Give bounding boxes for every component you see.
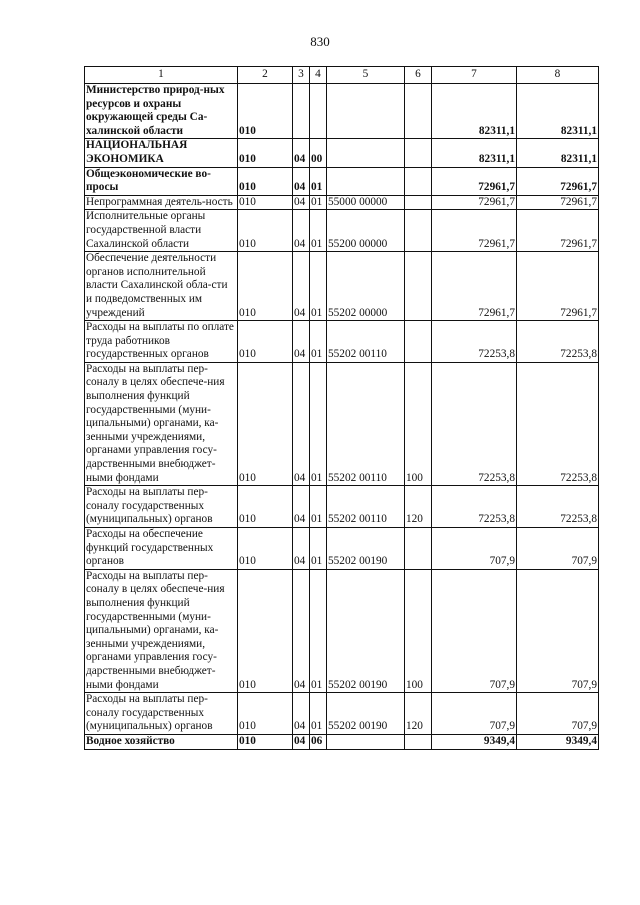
section-code-cell: 04 [293, 195, 310, 210]
amount-cell: 72253,8 [432, 362, 517, 485]
row-name-cell: Расходы на выплаты пер-соналу государственных (муниципальных) органов [85, 486, 238, 528]
column-header: 2 [238, 67, 293, 84]
table-row [85, 486, 599, 528]
row-name-cell: Общеэкономические во-просы [85, 167, 238, 195]
table-row [85, 139, 599, 167]
subsection-code-cell: 01 [310, 321, 327, 363]
section-code-cell: 04 [293, 362, 310, 485]
target-article-cell: 55202 00190 [327, 693, 405, 735]
amount-cell: 72961,7 [517, 210, 599, 252]
section-code-cell: 04 [293, 734, 310, 749]
section-code-cell: 04 [293, 252, 310, 321]
subsection-code-cell: 06 [310, 734, 327, 749]
row-name-cell: Расходы на обеспечение функций государственных органов [85, 528, 238, 570]
column-header: 8 [517, 67, 599, 84]
amount-cell: 72961,7 [517, 195, 599, 210]
amount-cell: 707,9 [517, 693, 599, 735]
subsection-code-cell: 01 [310, 195, 327, 210]
table-row [85, 528, 599, 570]
subsection-code-cell: 01 [310, 362, 327, 485]
target-article-cell: 55202 00190 [327, 528, 405, 570]
section-code-cell: 04 [293, 528, 310, 570]
expense-type-cell [405, 210, 432, 252]
amount-cell: 82311,1 [432, 139, 517, 167]
amount-cell: 72253,8 [517, 486, 599, 528]
table-body [85, 84, 599, 750]
subsection-code-cell: 01 [310, 693, 327, 735]
expense-type-cell: 100 [405, 362, 432, 485]
admin-code-cell: 010 [238, 528, 293, 570]
section-code-cell [293, 84, 310, 139]
section-code-cell: 04 [293, 167, 310, 195]
target-article-cell: 55000 00000 [327, 195, 405, 210]
amount-cell: 72253,8 [432, 486, 517, 528]
target-article-cell [327, 139, 405, 167]
admin-code-cell: 010 [238, 167, 293, 195]
section-code-cell: 04 [293, 693, 310, 735]
expense-type-cell [405, 321, 432, 363]
admin-code-cell: 010 [238, 486, 293, 528]
amount-cell: 82311,1 [432, 84, 517, 139]
table-row [85, 569, 599, 692]
amount-cell: 72961,7 [432, 167, 517, 195]
target-article-cell [327, 734, 405, 749]
subsection-code-cell: 01 [310, 252, 327, 321]
amount-cell: 72253,8 [517, 362, 599, 485]
column-header: 5 [327, 67, 405, 84]
expense-type-cell: 120 [405, 693, 432, 735]
target-article-cell: 55202 00110 [327, 362, 405, 485]
row-name-cell: Расходы на выплаты по оплате труда работников государственных органов [85, 321, 238, 363]
expense-type-cell [405, 734, 432, 749]
subsection-code-cell: 01 [310, 167, 327, 195]
column-header: 6 [405, 67, 432, 84]
target-article-cell: 55200 00000 [327, 210, 405, 252]
expense-type-cell: 120 [405, 486, 432, 528]
amount-cell: 72961,7 [432, 252, 517, 321]
table-row [85, 693, 599, 735]
target-article-cell: 55202 00110 [327, 486, 405, 528]
expense-type-cell [405, 139, 432, 167]
row-name-cell: НАЦИОНАЛЬНАЯ ЭКОНОМИКА [85, 139, 238, 167]
expense-type-cell [405, 252, 432, 321]
amount-cell: 82311,1 [517, 84, 599, 139]
section-code-cell: 04 [293, 210, 310, 252]
expense-type-cell [405, 528, 432, 570]
table-row [85, 167, 599, 195]
expense-type-cell [405, 84, 432, 139]
table-row [85, 252, 599, 321]
page-number: 830 [310, 34, 330, 49]
amount-cell: 9349,4 [432, 734, 517, 749]
target-article-cell [327, 84, 405, 139]
amount-cell: 707,9 [432, 693, 517, 735]
admin-code-cell: 010 [238, 139, 293, 167]
amount-cell: 9349,4 [517, 734, 599, 749]
section-code-cell: 04 [293, 139, 310, 167]
row-name-cell: Непрограммная деятель-ность [85, 195, 238, 210]
section-code-cell: 04 [293, 321, 310, 363]
table-row [85, 321, 599, 363]
subsection-code-cell: 00 [310, 139, 327, 167]
admin-code-cell: 010 [238, 693, 293, 735]
row-name-cell: Министерство природ-ных ресурсов и охраны окружающей среды Са-халинской области [85, 84, 238, 139]
target-article-cell: 55202 00000 [327, 252, 405, 321]
admin-code-cell: 010 [238, 84, 293, 139]
amount-cell: 707,9 [432, 569, 517, 692]
admin-code-cell: 010 [238, 362, 293, 485]
amount-cell: 707,9 [517, 569, 599, 692]
row-name-cell: Расходы на выплаты пер-соналу государственных (муниципальных) органов [85, 693, 238, 735]
amount-cell: 707,9 [517, 528, 599, 570]
amount-cell: 707,9 [432, 528, 517, 570]
amount-cell: 72253,8 [432, 321, 517, 363]
table-row [85, 195, 599, 210]
expense-type-cell [405, 167, 432, 195]
table-row [85, 734, 599, 749]
column-number-row [85, 67, 599, 84]
amount-cell: 82311,1 [517, 139, 599, 167]
admin-code-cell: 010 [238, 569, 293, 692]
row-name-cell: Обеспечение деятельности органов исполнительной власти Сахалинской обла-сти и подведомственных им учреждений [85, 252, 238, 321]
table-row [85, 84, 599, 139]
target-article-cell: 55202 00110 [327, 321, 405, 363]
target-article-cell [327, 167, 405, 195]
subsection-code-cell [310, 84, 327, 139]
row-name-cell: Расходы на выплаты пер-соналу в целях обеспече-ния выполнения функций государственными (муни-ципальными) органами, ка-зенными учреждениями, органами управления госу-дарственными внебюджет-ными фондами [85, 362, 238, 485]
column-header: 3 [293, 67, 310, 84]
admin-code-cell: 010 [238, 734, 293, 749]
row-name-cell: Расходы на выплаты пер-соналу в целях обеспече-ния выполнения функций государственными (муни-ципальными) органами, ка-зенными учреждениями, органами управления госу-дарственными внебюджет-ными фондами [85, 569, 238, 692]
admin-code-cell: 010 [238, 195, 293, 210]
row-name-cell: Исполнительные органы государственной власти Сахалинской области [85, 210, 238, 252]
amount-cell: 72961,7 [432, 210, 517, 252]
amount-cell: 72961,7 [517, 167, 599, 195]
expense-type-cell: 100 [405, 569, 432, 692]
column-header: 7 [432, 67, 517, 84]
section-code-cell: 04 [293, 486, 310, 528]
column-header: 4 [310, 67, 327, 84]
admin-code-cell: 010 [238, 321, 293, 363]
admin-code-cell: 010 [238, 210, 293, 252]
budget-table [84, 66, 599, 750]
column-header: 1 [85, 67, 238, 84]
amount-cell: 72253,8 [517, 321, 599, 363]
expense-type-cell [405, 195, 432, 210]
subsection-code-cell: 01 [310, 210, 327, 252]
subsection-code-cell: 01 [310, 569, 327, 692]
subsection-code-cell: 01 [310, 528, 327, 570]
amount-cell: 72961,7 [517, 252, 599, 321]
subsection-code-cell: 01 [310, 486, 327, 528]
admin-code-cell: 010 [238, 252, 293, 321]
section-code-cell: 04 [293, 569, 310, 692]
target-article-cell: 55202 00190 [327, 569, 405, 692]
row-name-cell: Водное хозяйство [85, 734, 238, 749]
table-row [85, 210, 599, 252]
table-row [85, 362, 599, 485]
amount-cell: 72961,7 [432, 195, 517, 210]
